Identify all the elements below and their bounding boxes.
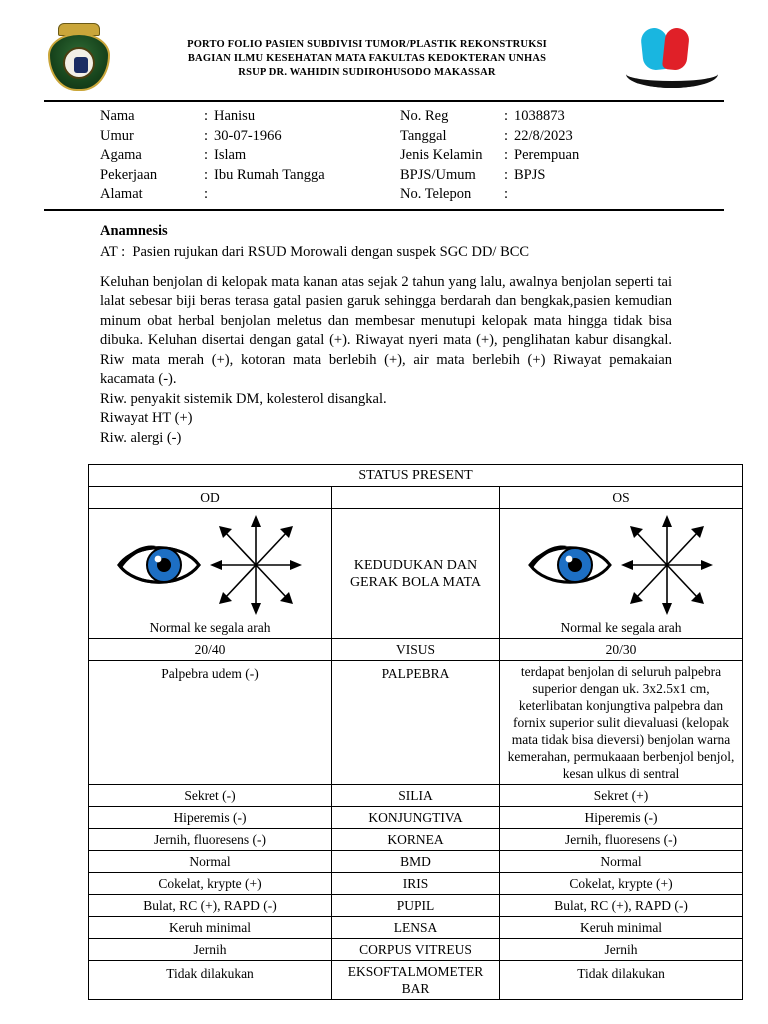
anamnesis-riwayat-alergi: Riw. alergi (-) [100, 429, 182, 446]
value-jenis-kelamin: Perempuan [514, 147, 580, 163]
header-line-2: BAGIAN ILMU KESEHATAN MATA FAKULTAS KEDOKTERAN UNHAS [187, 53, 547, 64]
colon-no-telepon: : [504, 186, 509, 202]
header-line-1: PORTO FOLIO PASIEN SUBDIVISI TUMOR/PLASTIK REKONSTRUKSI [187, 39, 547, 50]
anamnesis-riwayat-sistemik: Riw. penyakit sistemik DM, kolesterol disangkal. [100, 390, 387, 407]
cell-mid-lensa: LENSA [332, 917, 500, 939]
od-gerak-label: Normal ke segala arah [149, 620, 271, 635]
value-umur: 30-07-1966 [214, 127, 282, 144]
identity-left-column [44, 107, 384, 205]
table-row-lensa [89, 917, 743, 939]
table-row-palpebra [89, 661, 743, 785]
value-agama: Islam [214, 147, 247, 163]
cell-os-visus: 20/30 [500, 639, 743, 661]
gaze-directions-star-icon [208, 513, 304, 617]
anamnesis-riwayat-ht: Riwayat HT (+) [100, 410, 193, 426]
column-header-mid [332, 487, 500, 509]
colon-no-reg: : [504, 108, 509, 124]
label-pekerjaan: Pekerjaan [100, 166, 158, 183]
cell-mid-eksoftalmometer: EKSOFTALMOMETER BAR [332, 961, 500, 1000]
colon-jenis-kelamin: : [504, 147, 509, 163]
cell-os-eksoftalmometer: Tidak dilakukan [500, 961, 743, 1000]
value-alamat [214, 185, 384, 205]
patient-identity [44, 102, 724, 209]
cell-os-pupil: Bulat, RC (+), RAPD (-) [500, 895, 743, 917]
table-row-gerak-bola-mata [89, 509, 743, 639]
cell-od-visus: 20/40 [89, 639, 332, 661]
label-umur: Umur [100, 127, 134, 144]
cell-mid-konjungtiva: KONJUNGTIVA [332, 807, 500, 829]
page-title [114, 38, 620, 80]
table-row-silia [89, 785, 743, 807]
cell-os-palpebra: terdapat benjolan di seluruh palpebra superior dengan uk. 3x2.5x1 cm, keterlibatan konjungtiva palpebra dan fornix superior sulit dievaluasi (kelopak mata tidak bisa dieversi) benjolan warna kemerahan, permukaaan berbenjol benjol, kesan ulkus di sentral [500, 661, 743, 785]
document-header [44, 22, 724, 96]
colon-alamat: : [204, 186, 209, 202]
cell-od-gerak-bola-mata [89, 509, 332, 639]
cell-od-konjungtiva: Hiperemis (-) [89, 807, 332, 829]
value-nama: Hanisu [214, 108, 256, 124]
value-tanggal: 22/8/2023 [514, 127, 573, 144]
colon-bpjs: : [504, 166, 509, 183]
label-no-reg: No. Reg [400, 108, 449, 124]
identity-row-agama [100, 146, 384, 166]
table-row-corpus-vitreus [89, 939, 743, 961]
cell-od-palpebra: Palpebra udem (-) [89, 661, 332, 785]
label-alamat: Alamat [100, 186, 143, 202]
identity-row-pekerjaan [100, 166, 384, 186]
cell-mid-visus: VISUS [332, 639, 500, 661]
status-present-title: STATUS PRESENT [89, 465, 743, 487]
colon-agama: : [204, 147, 209, 163]
status-present-section [44, 448, 735, 1000]
identity-right-column [384, 107, 724, 205]
eye-icon [116, 538, 202, 592]
cell-mid-palpebra: PALPEBRA [332, 661, 500, 785]
cell-os-kornea: Jernih, fluoresens (-) [500, 829, 743, 851]
label-bpjs: BPJS/Umum [400, 166, 476, 183]
value-pekerjaan: Ibu Rumah Tangga [214, 166, 325, 183]
cell-od-eksoftalmometer: Tidak dilakukan [89, 961, 332, 1000]
cell-mid-iris: IRIS [332, 873, 500, 895]
hospital-logo-icon [620, 26, 724, 92]
label-jenis-kelamin: Jenis Kelamin [400, 147, 483, 163]
cell-os-konjungtiva: Hiperemis (-) [500, 807, 743, 829]
cell-od-lensa: Keruh minimal [89, 917, 332, 939]
identity-row-bpjs [400, 166, 724, 186]
table-row-title [89, 465, 743, 487]
table-row-header [89, 487, 743, 509]
table-row-eksoftalmometer [89, 961, 743, 1000]
table-row-bmd [89, 851, 743, 873]
anamnesis-paragraph: Keluhan benjolan di kelopak mata kanan atas sejak 2 tahun yang lalu, awalnya benjolan seperti tai lalat sebesar biji beras terasa gatal pasien garuk sehingga berdarah dan bengkak,pasien kemudian minum obat herbal benjolan meletus dan membesar menutupi kelopak mata hingga tidak bisa dibuka. Keluhan disertai dengan gatal (+). Riwayat nyeri mata (+), penglihatan kabur disangkal. Riw mata merah (+), kotoran mata berlebih (+), air mata berlebih (+) Riwayat pemakaian kacamata (-). [100, 273, 672, 387]
cell-os-lensa: Keruh minimal [500, 917, 743, 939]
anamnesis-at-line [100, 244, 672, 261]
identity-row-no-reg [400, 107, 724, 127]
os-gerak-label: Normal ke segala arah [560, 620, 682, 635]
table-row-iris [89, 873, 743, 895]
colon-nama: : [204, 108, 209, 124]
identity-row-nama [100, 107, 384, 127]
cell-mid-kornea: KORNEA [332, 829, 500, 851]
cell-os-gerak-bola-mata [500, 509, 743, 639]
cell-od-silia: Sekret (-) [89, 785, 332, 807]
identity-row-jenis-kelamin [400, 146, 724, 166]
label-nama: Nama [100, 108, 135, 124]
gaze-directions-star-icon [619, 513, 715, 617]
anamnesis-heading: Anamnesis [100, 222, 168, 239]
identity-row-tanggal [400, 127, 724, 147]
cell-mid-corpus-vitreus: CORPUS VITREUS [332, 939, 500, 961]
cell-od-pupil: Bulat, RC (+), RAPD (-) [89, 895, 332, 917]
eye-icon [527, 538, 613, 592]
cell-od-corpus-vitreus: Jernih [89, 939, 332, 961]
os-eye-diagram [504, 511, 738, 619]
column-header-od: OD [89, 487, 332, 509]
table-row-konjungtiva [89, 807, 743, 829]
value-no-telepon [514, 185, 724, 205]
university-crest-icon [44, 23, 114, 95]
cell-od-kornea: Jernih, fluoresens (-) [89, 829, 332, 851]
cell-os-iris: Cokelat, krypte (+) [500, 873, 743, 895]
cell-mid-silia: SILIA [332, 785, 500, 807]
label-agama: Agama [100, 147, 142, 163]
label-tanggal: Tanggal [400, 127, 447, 144]
identity-row-alamat [100, 185, 384, 205]
at-text: Pasien rujukan dari RSUD Morowali dengan suspek SGC DD/ BCC [132, 243, 530, 260]
colon-umur: : [204, 127, 209, 144]
cell-mid-bmd: BMD [332, 851, 500, 873]
cell-od-bmd: Normal [89, 851, 332, 873]
cell-mid-gerak-bola-mata: KEDUDUKAN DAN GERAK BOLA MATA [332, 509, 500, 639]
value-bpjs: BPJS [514, 166, 546, 183]
header-line-3: RSUP DR. WAHIDIN SUDIROHUSODO MAKASSAR [238, 67, 496, 78]
value-no-reg: 1038873 [514, 108, 565, 124]
table-row-pupil [89, 895, 743, 917]
colon-tanggal: : [504, 127, 509, 144]
anamnesis-section [44, 211, 724, 449]
cell-os-bmd: Normal [500, 851, 743, 873]
label-no-telepon: No. Telepon [400, 186, 472, 202]
od-eye-diagram [93, 511, 327, 619]
identity-row-no-telepon [400, 185, 724, 205]
table-row-kornea [89, 829, 743, 851]
identity-row-umur [100, 127, 384, 147]
status-present-table [88, 464, 743, 1000]
cell-os-corpus-vitreus: Jernih [500, 939, 743, 961]
column-header-os: OS [500, 487, 743, 509]
cell-od-iris: Cokelat, krypte (+) [89, 873, 332, 895]
at-label: AT : [100, 243, 126, 260]
colon-pekerjaan: : [204, 166, 209, 183]
cell-os-silia: Sekret (+) [500, 785, 743, 807]
table-row-visus [89, 639, 743, 661]
cell-mid-pupil: PUPIL [332, 895, 500, 917]
